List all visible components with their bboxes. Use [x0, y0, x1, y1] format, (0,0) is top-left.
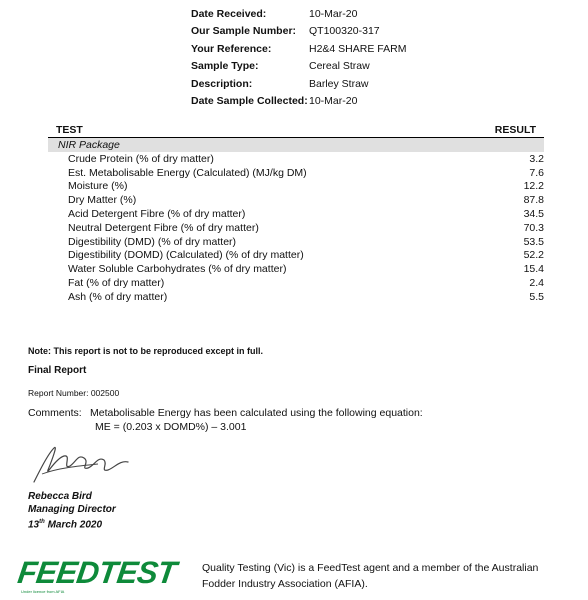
table-row — [48, 290, 544, 304]
test-name: Fat (% of dry matter) — [68, 277, 165, 290]
comments-label: Comments: — [28, 407, 82, 419]
test-name: Dry Matter (%) — [68, 194, 137, 207]
table-row — [48, 180, 544, 194]
test-result: 3.2 — [529, 152, 544, 165]
table-row — [48, 235, 544, 249]
sample-info-value: 10-Mar-20 — [309, 95, 358, 108]
test-result: 5.5 — [529, 290, 544, 303]
sample-info-row — [191, 23, 406, 41]
test-name: Ash (% of dry matter) — [68, 290, 168, 303]
test-result: 53.5 — [523, 235, 544, 248]
table-row — [48, 221, 544, 235]
test-result: 70.3 — [523, 221, 544, 234]
test-result: 2.4 — [529, 277, 544, 290]
sample-info-label: Our Sample Number: — [191, 25, 297, 38]
table-row — [48, 249, 544, 263]
sample-info-value: 10-Mar-20 — [309, 7, 358, 20]
test-result: 7.6 — [529, 166, 544, 179]
sample-info-label: Description: — [191, 77, 253, 90]
test-result: 15.4 — [523, 263, 544, 276]
sample-info-value: QT100320-317 — [309, 25, 380, 38]
sample-info-label: Your Reference: — [191, 42, 272, 55]
sample-info-value: Barley Straw — [309, 77, 369, 90]
package-name: NIR Package — [48, 138, 544, 152]
final-report-label: Final Report — [28, 365, 87, 376]
signer-date-day: 13 — [28, 519, 40, 531]
test-name: Acid Detergent Fibre (% of dry matter) — [68, 208, 246, 221]
logo-wordmark: FEEDTEST — [15, 555, 179, 590]
test-result: 52.2 — [523, 249, 544, 262]
signer-date-suffix: th — [39, 519, 45, 525]
sample-info-label: Date Sample Collected: — [191, 95, 308, 108]
signer-name: Rebecca Bird — [28, 491, 92, 502]
signer-date-rest: March 2020 — [44, 519, 103, 531]
logo-tagline: Under licence from AFIA — [21, 589, 65, 594]
signer-date — [28, 516, 116, 531]
sample-info-row — [191, 40, 406, 58]
sample-info-row — [191, 5, 406, 23]
sample-info-row — [191, 75, 406, 93]
results-table — [48, 124, 544, 304]
test-name: Est. Metabolisable Energy (Calculated) (MJ/kg DM) — [68, 166, 307, 179]
sample-info-label: Date Received: — [191, 7, 267, 20]
sample-info-value: Cereal Straw — [309, 60, 370, 73]
test-name: Digestibility (DOMD) (Calculated) (% of dry matter) — [68, 249, 304, 262]
sample-info-value: H2&4 SHARE FARM — [309, 42, 407, 55]
table-row — [48, 152, 544, 166]
comments — [28, 407, 423, 419]
test-name: Crude Protein (% of dry matter) — [68, 152, 214, 165]
test-column-header: TEST — [56, 124, 83, 136]
comments-text: Metabolisable Energy has been calculated using the following equation: — [90, 407, 423, 419]
signer-title: Managing Director — [28, 504, 116, 515]
table-row — [48, 166, 544, 180]
results-header — [48, 124, 544, 138]
report-number: Report Number: 002500 — [28, 388, 120, 398]
test-result: 12.2 — [523, 180, 544, 193]
test-name: Neutral Detergent Fibre (% of dry matter) — [68, 221, 259, 234]
test-name: Digestibility (DMD) (% of dry matter) — [68, 235, 237, 248]
sample-info-row — [191, 58, 406, 76]
test-name: Moisture (%) — [68, 180, 128, 193]
test-result: 34.5 — [523, 208, 544, 221]
test-name: Water Soluble Carbohydrates (% of dry matter) — [68, 263, 287, 276]
signature-image — [28, 440, 138, 488]
reproduction-note: Note: This report is not to be reproduced except in full. — [28, 346, 264, 356]
footer-text: Quality Testing (Vic) is a FeedTest agent and a member of the Australian Fodder Industry Association (AFIA). — [202, 562, 539, 590]
result-column-header: RESULT — [494, 124, 536, 136]
table-row — [48, 276, 544, 290]
signer-block — [28, 490, 116, 531]
sample-info-row — [191, 93, 406, 111]
table-row — [48, 207, 544, 221]
me-equation: ME = (0.203 x DOMD%) – 3.001 — [95, 421, 247, 433]
table-row — [48, 193, 544, 207]
test-result: 87.8 — [523, 194, 544, 207]
sample-info-label: Sample Type: — [191, 60, 259, 73]
feedtest-logo — [15, 555, 179, 597]
table-row — [48, 262, 544, 276]
sample-info — [191, 5, 406, 110]
